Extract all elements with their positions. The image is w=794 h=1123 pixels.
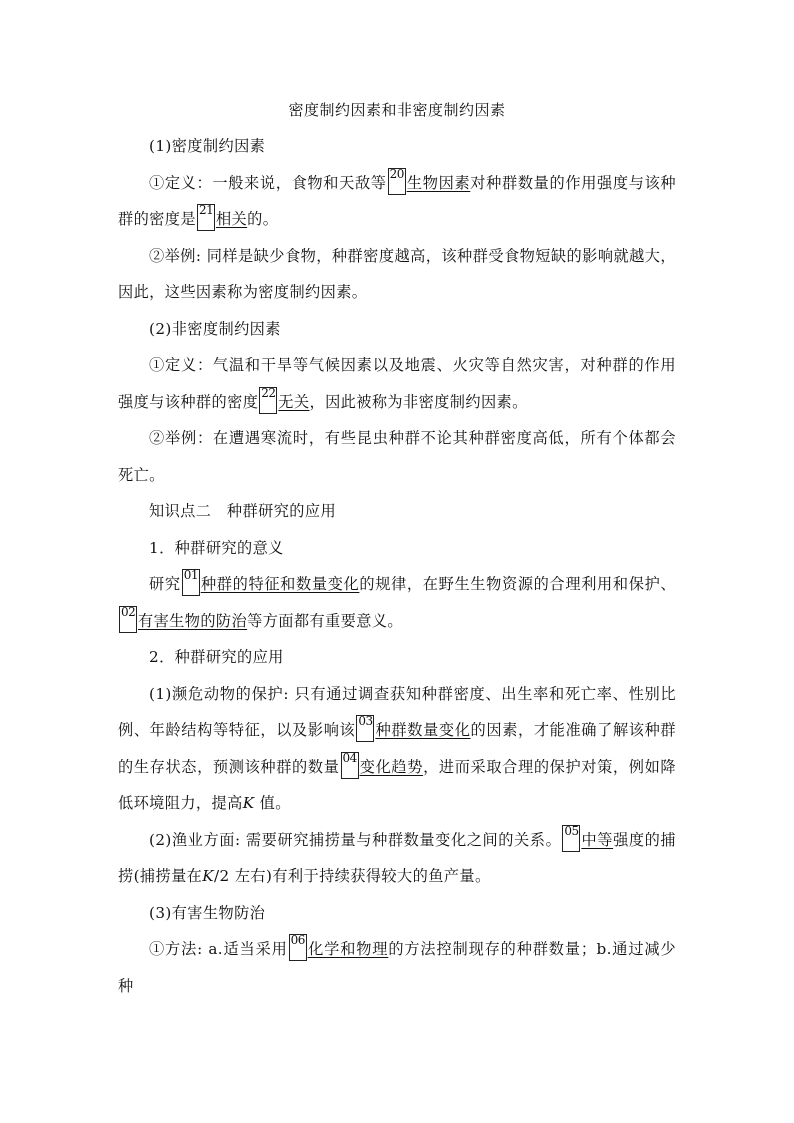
answer-06: 化学和物理: [307, 940, 389, 958]
blank-number: 20: [389, 166, 404, 181]
answer-20: 生物因素: [406, 173, 471, 192]
text-segment: ①定义：一般来说，食物和天敌等: [149, 173, 387, 192]
text-segment: 的规律，在野生生物资源的合理利用和保护、: [359, 575, 677, 593]
blank-box-22: [259, 387, 277, 414]
text-segment: (2)渔业方面: 需要研究捕捞量与种群数量变化之间的关系。: [149, 830, 562, 849]
blank-box-06: [289, 934, 307, 961]
text-segment: ，因此被称为非密度制约因素。: [309, 392, 528, 411]
answer-21: 相关: [215, 210, 248, 228]
blank-box-05: [562, 825, 580, 852]
text-segment: (1)濒危动物的保护: 只有通过调查获知种群密度、出生率和死亡率、性别比例、年龄结构等特征，以及影响该: [118, 684, 676, 739]
answer-04: 变化趋势: [359, 757, 424, 776]
blank-number: 02: [121, 604, 136, 619]
s1-example: ②举例: 同样是缺少食物，种群密度越高，该种群受食物短缺的影响就越大，因此，这些因素称为密度制约因素。: [118, 246, 676, 301]
answer-01: 种群的特征和数量变化: [200, 575, 360, 593]
answer-02: 有害生物的防治: [138, 611, 248, 630]
kp2-fishery: [118, 822, 676, 895]
s2-example: ②举例：在遭遇寒流时，有些昆虫种群不论其种群密度高低，所有个体都会死亡。: [118, 429, 676, 484]
kp2-pest-method: [118, 931, 676, 1004]
blank-box-03: [356, 715, 374, 742]
answer-03: 种群数量变化: [375, 721, 471, 739]
text-segment: 的因素，才能准确了解该种群的生存状态，预测该种群的数量: [118, 721, 677, 776]
s2-definition: [118, 347, 676, 420]
text-segment: 强度的捕捞(捕捞量在: [118, 830, 676, 885]
blank-box-20: [388, 168, 406, 195]
kp2-significance: [118, 566, 676, 639]
blank-box-04: [341, 752, 359, 779]
blank-number: 06: [290, 933, 305, 947]
s1-definition: [118, 165, 676, 238]
kp2-sub1: 1．种群研究的意义: [149, 538, 284, 557]
document-page: [118, 96, 676, 1004]
blank-number: 05: [564, 823, 579, 838]
text-segment: ①方法: a.适当采用: [149, 940, 288, 958]
text-segment: 对种群数量的作用强度与该种群的密度是: [118, 173, 677, 228]
text-segment: 研究: [149, 575, 181, 593]
kp2-pest-heading: (3)有害生物防治: [149, 903, 266, 922]
answer-22: 无关: [278, 392, 310, 411]
blank-box-02: [119, 606, 137, 633]
kp2-endangered: [118, 676, 676, 822]
kp2-heading: 知识点二 种群研究的应用: [149, 502, 337, 520]
section-title: 密度制约因素和非密度制约因素: [288, 101, 506, 119]
blank-number: 01: [183, 568, 198, 582]
blank-number: 22: [261, 385, 276, 400]
text-segment: /2 左右)有利于持续获得较大的鱼产量。: [214, 867, 491, 885]
blank-box-21: [197, 204, 215, 231]
s1-heading: (1)密度制约因素: [149, 137, 266, 155]
k-symbol: K: [202, 867, 215, 885]
text-segment: ，进而采取合理的保护对策，例如降低环境阻力，提高: [118, 757, 676, 812]
text-segment: 值。: [254, 794, 291, 812]
text-segment: 的方法控制现存的种群数量；b.通过减少种: [118, 940, 676, 995]
answer-05: 中等: [581, 830, 614, 849]
kp2-sub2: 2．种群研究的应用: [149, 648, 284, 666]
blank-number: 04: [342, 750, 357, 765]
blank-number: 21: [198, 203, 214, 217]
k-symbol: K: [242, 794, 255, 812]
text-segment: ①定义：气温和干旱等气候因素以及地震、火灾等自然灾害，对种群的作用强度与该种群的密度: [118, 356, 676, 411]
blank-number: 03: [358, 714, 373, 728]
text-segment: 的。: [247, 210, 279, 228]
text-segment: 等方面都有重要意义。: [247, 611, 403, 630]
s2-heading: (2)非密度制约因素: [149, 319, 281, 338]
blank-box-01: [182, 569, 200, 596]
